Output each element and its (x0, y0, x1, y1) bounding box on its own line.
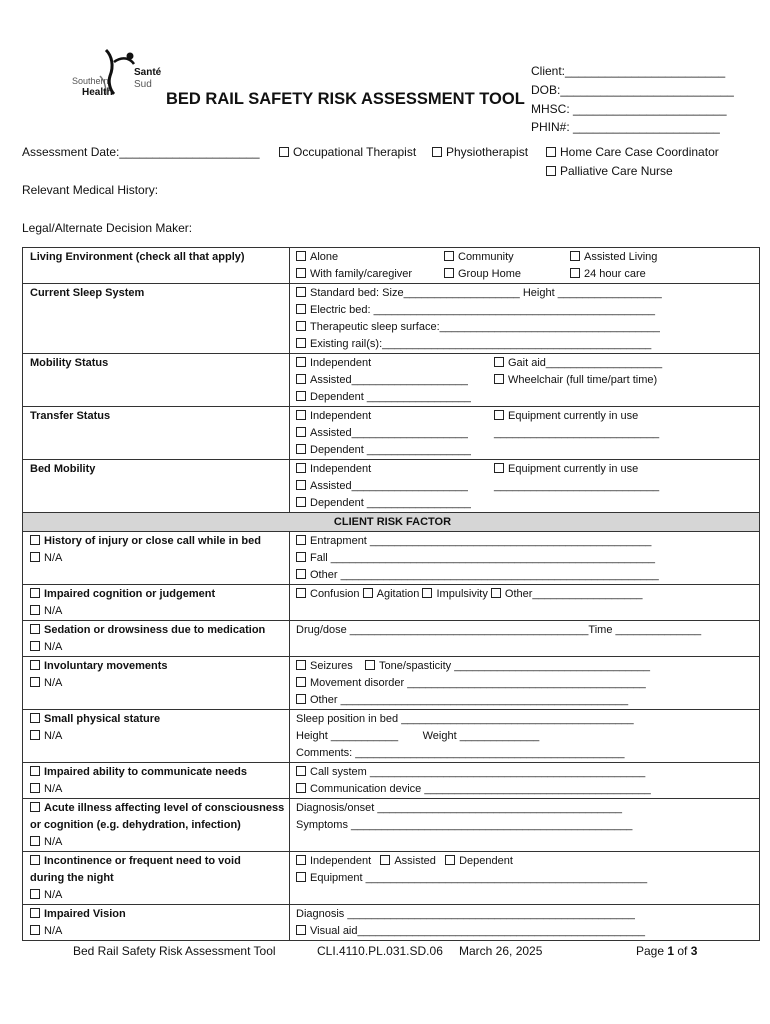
checkbox-icon[interactable] (296, 338, 306, 348)
confusion-checkbox[interactable] (296, 588, 360, 600)
checkbox-icon[interactable] (30, 730, 40, 740)
checkbox-icon[interactable] (30, 535, 40, 545)
entrapment-field[interactable] (296, 533, 755, 550)
checkbox-icon[interactable] (296, 535, 306, 545)
logo-text-health: Health (82, 87, 113, 98)
checkbox-icon[interactable] (296, 694, 306, 704)
transfer-dependent-checkbox[interactable] (296, 442, 471, 459)
checkbox-icon[interactable] (296, 783, 306, 793)
checkbox-icon[interactable] (296, 287, 306, 297)
client-risk-factor-band (23, 513, 760, 532)
checkbox-icon[interactable] (30, 552, 40, 562)
checkbox-icon[interactable] (30, 588, 40, 598)
na-label: N/A (44, 730, 63, 742)
page-total: 3 (690, 944, 698, 958)
checkbox-icon[interactable] (30, 889, 40, 899)
checkbox-icon[interactable] (296, 357, 306, 367)
footer-doc-code: CLI.4110.PL.031.SD.06 (317, 944, 443, 958)
electric-bed-text: Electric bed: ______________________________________________ (310, 304, 655, 316)
checkbox-icon[interactable] (296, 463, 306, 473)
incontinence-equipment-field[interactable] (296, 870, 755, 887)
na-label: N/A (44, 783, 63, 795)
cognition-row (23, 585, 760, 621)
assisted-living-label: Assisted Living (584, 251, 658, 263)
na-label: N/A (44, 925, 63, 937)
checkbox-icon[interactable] (296, 268, 306, 278)
na-label: N/A (44, 552, 63, 564)
transfer-dependent-label: Dependent _________________ (310, 444, 471, 456)
physio-label: Physiotherapist (446, 145, 529, 159)
incontinence-row (23, 852, 760, 905)
checkbox-icon[interactable] (30, 624, 40, 634)
symptoms-field[interactable]: Symptoms ______________________________________________ (296, 819, 633, 831)
checkbox-icon[interactable] (444, 268, 454, 278)
therapeutic-surface-text: Therapeutic sleep surface:____________________________________ (310, 321, 660, 333)
incontinence-assisted-label: Assisted (394, 855, 436, 867)
gait-aid-checkbox[interactable] (494, 355, 662, 372)
incontinence-label-cont: during the night (30, 872, 114, 884)
transfer-label: Transfer Status (23, 407, 290, 460)
living-row (23, 248, 760, 284)
page-of: of (674, 944, 691, 958)
mobility-independent-label: Independent (310, 357, 372, 369)
checkbox-icon[interactable] (296, 855, 306, 865)
community-checkbox[interactable] (444, 249, 514, 266)
bed-dependent-checkbox[interactable] (296, 495, 471, 512)
injury-other-field[interactable] (296, 567, 755, 584)
checkbox-icon[interactable] (296, 480, 306, 490)
involuntary-checkbox[interactable] (30, 658, 285, 675)
group-home-checkbox[interactable] (444, 266, 521, 283)
stature-row (23, 710, 760, 763)
injury-checkbox[interactable] (30, 533, 285, 550)
transfer-assisted-checkbox[interactable] (296, 425, 468, 442)
mobility-dependent-checkbox[interactable] (296, 389, 471, 406)
incontinence-independent-label: Independent (310, 855, 372, 867)
bed-independent-label: Independent (310, 463, 372, 475)
communication-device-text: Communication device _____________________________________ (310, 783, 651, 795)
page-prefix: Page (636, 944, 668, 958)
cognition-na-checkbox[interactable] (30, 603, 285, 620)
vision-row (23, 905, 760, 941)
with-family-checkbox[interactable] (296, 266, 412, 283)
footer-tool-name: Bed Rail Safety Risk Assessment Tool (73, 944, 276, 958)
logo-text-southern: Southern (72, 76, 109, 86)
cognition-other-label: Other__________________ (504, 588, 643, 600)
mobility-assisted-label: Assisted___________________ (310, 374, 468, 386)
movement-disorder-field[interactable] (296, 675, 755, 692)
incontinence-checkbox[interactable] (30, 853, 285, 870)
standard-bed-field[interactable] (296, 285, 755, 302)
phin-field[interactable]: PHIN#: ______________________ (531, 120, 720, 134)
logo (70, 46, 170, 96)
mobility-label: Mobility Status (23, 354, 290, 407)
vision-diagnosis-field[interactable]: Diagnosis _______________________________________________ (296, 908, 635, 920)
confusion-label: Confusion (310, 588, 360, 600)
logo-text-sante: Santé (134, 67, 162, 78)
physio-checkbox[interactable] (432, 145, 528, 159)
checkbox-icon[interactable] (296, 497, 306, 507)
client-risk-factor-heading: CLIENT RISK FACTOR (23, 513, 760, 532)
na-label: N/A (44, 889, 63, 901)
checkbox-icon[interactable] (296, 872, 306, 882)
checkbox-icon[interactable] (422, 588, 432, 598)
bed-equipment-checkbox[interactable] (494, 461, 638, 478)
transfer-equipment-label: Equipment currently in use (508, 410, 639, 422)
fall-text: Fall _____________________________________________________ (310, 552, 656, 564)
checkbox-icon[interactable] (380, 855, 390, 865)
vision-checkbox[interactable] (30, 906, 285, 923)
checkbox-icon[interactable] (30, 802, 40, 812)
communicate-label: Impaired ability to communicate needs (44, 766, 247, 778)
checkbox-icon[interactable] (296, 677, 306, 687)
checkbox-icon[interactable] (30, 783, 40, 793)
vision-na-checkbox[interactable] (30, 923, 285, 940)
sleep-row (23, 284, 760, 354)
pcn-checkbox[interactable] (546, 164, 673, 178)
injury-label: History of injury or close call while in bed (44, 535, 261, 547)
transfer-assisted-label: Assisted___________________ (310, 427, 468, 439)
cognition-checkbox[interactable] (30, 586, 285, 603)
living-label: Living Environment (check all that apply) (23, 248, 290, 284)
involuntary-other-text: Other _______________________________________________ (310, 694, 629, 706)
tone-label: Tone/spasticity ________________________________ (379, 660, 650, 672)
checkbox-icon[interactable] (30, 660, 40, 670)
acute-checkbox[interactable] (30, 800, 285, 817)
transfer-independent-checkbox[interactable] (296, 408, 371, 425)
mobility-dependent-label: Dependent _________________ (310, 391, 471, 403)
impulsivity-checkbox[interactable] (422, 588, 487, 600)
therapeutic-surface-field[interactable] (296, 319, 755, 336)
involuntary-row (23, 657, 760, 710)
call-system-field[interactable] (296, 764, 755, 781)
movement-disorder-text: Movement disorder _______________________________________ (310, 677, 646, 689)
checkbox-icon[interactable] (30, 605, 40, 615)
seizures-label: Seizures (310, 660, 353, 672)
page-current: 1 (667, 944, 675, 958)
24-hour-care-label: 24 hour care (584, 268, 646, 280)
24-hour-care-checkbox[interactable] (570, 266, 646, 283)
checkbox-icon[interactable] (30, 836, 40, 846)
seizures-checkbox[interactable] (296, 660, 353, 672)
sedation-checkbox[interactable] (30, 622, 285, 639)
checkbox-icon[interactable] (546, 166, 556, 176)
with-family-label: With family/caregiver (310, 268, 413, 280)
bed-assisted-checkbox[interactable] (296, 478, 468, 495)
hccc-label: Home Care Case Coordinator (560, 145, 719, 159)
checkbox-icon[interactable] (30, 925, 40, 935)
ot-checkbox[interactable] (279, 145, 416, 159)
checkbox-icon[interactable] (296, 427, 306, 437)
communicate-row (23, 763, 760, 799)
cognition-label: Impaired cognition or judgement (44, 588, 216, 600)
checkbox-icon[interactable] (296, 766, 306, 776)
sedation-label: Sedation or drowsiness due to medication (44, 624, 266, 636)
vision-label: Impaired Vision (44, 908, 126, 920)
checkbox-icon[interactable] (30, 641, 40, 651)
tone-checkbox[interactable] (365, 660, 650, 672)
wheelchair-label: Wheelchair (full time/part time) (508, 374, 658, 386)
transfer-row (23, 407, 760, 460)
checkbox-icon[interactable] (296, 552, 306, 562)
checkbox-icon[interactable] (494, 410, 504, 420)
stature-checkbox[interactable] (30, 711, 285, 728)
checkbox-icon[interactable] (296, 569, 306, 579)
bed-mobility-row (23, 460, 760, 513)
checkbox-icon[interactable] (296, 374, 306, 384)
alone-checkbox[interactable] (296, 249, 338, 266)
na-label: N/A (44, 641, 63, 653)
fall-field[interactable] (296, 550, 755, 567)
checkbox-icon[interactable] (296, 251, 306, 261)
logo-text-sud: Sud (134, 79, 152, 90)
standard-bed-text: Standard bed: Size___________________ Height _________________ (310, 287, 662, 299)
incontinence-dependent-label: Dependent (459, 855, 513, 867)
community-label: Community (458, 251, 514, 263)
assisted-living-checkbox[interactable] (570, 249, 657, 266)
existing-rails-field[interactable] (296, 336, 755, 353)
transfer-equipment-checkbox[interactable] (494, 408, 638, 425)
cognition-other-checkbox[interactable] (491, 588, 643, 600)
checkbox-icon[interactable] (365, 660, 375, 670)
communicate-checkbox[interactable] (30, 764, 285, 781)
visual-aid-field[interactable] (296, 923, 755, 940)
injury-na-checkbox[interactable] (30, 550, 285, 567)
wheelchair-checkbox[interactable] (494, 372, 657, 389)
checkbox-icon[interactable] (296, 304, 306, 314)
group-home-label: Group Home (458, 268, 521, 280)
dob-field[interactable]: DOB:__________________________ (531, 83, 734, 97)
checkbox-icon[interactable] (296, 391, 306, 401)
checkbox-icon[interactable] (296, 588, 306, 598)
acute-na-checkbox[interactable] (30, 834, 285, 851)
sleep-position-field[interactable]: Sleep position in bed ______________________________________ (296, 713, 634, 725)
checkbox-icon[interactable] (279, 147, 289, 157)
mobility-row (23, 354, 760, 407)
existing-rails-text: Existing rail(s):____________________________________________ (310, 338, 652, 350)
height-weight-field[interactable]: Height ___________ Weight _____________ (296, 730, 540, 742)
bed-assisted-label: Assisted___________________ (310, 480, 468, 492)
entrapment-text: Entrapment ______________________________________________ (310, 535, 652, 547)
agitation-label: Agitation (376, 588, 420, 600)
gait-aid-label: Gait aid___________________ (508, 357, 663, 369)
acute-label-cont: or cognition (e.g. dehydration, infection) (30, 819, 241, 831)
footer-date: March 26, 2025 (459, 944, 543, 958)
communication-device-field[interactable] (296, 781, 755, 798)
na-label: N/A (44, 677, 63, 689)
transfer-equipment-field[interactable]: ___________________________ (494, 427, 660, 439)
injury-other-text: Other ____________________________________________________ (310, 569, 659, 581)
checkbox-icon[interactable] (296, 321, 306, 331)
stature-na-checkbox[interactable] (30, 728, 285, 745)
checkbox-icon[interactable] (444, 251, 454, 261)
pcn-label: Palliative Care Nurse (560, 164, 673, 178)
drug-dose-field[interactable]: Drug/dose _______________________________________Time ______________ (296, 624, 702, 636)
injury-row (23, 532, 760, 585)
page-title: BED RAIL SAFETY RISK ASSESSMENT TOOL (166, 90, 525, 108)
checkbox-icon[interactable] (445, 855, 455, 865)
call-system-text: Call system _____________________________________________ (310, 766, 646, 778)
mobility-assisted-checkbox[interactable] (296, 372, 468, 389)
incontinence-independent-checkbox[interactable] (296, 855, 371, 867)
legal-maker-label: Legal/Alternate Decision Maker: (22, 221, 193, 235)
acute-row (23, 799, 760, 852)
mhsc-field[interactable]: MHSC: _______________________ (531, 102, 727, 116)
checkbox-icon[interactable] (296, 925, 306, 935)
alone-label: Alone (310, 251, 339, 263)
bed-dependent-label: Dependent _________________ (310, 497, 471, 509)
impulsivity-label: Impulsivity (436, 588, 488, 600)
hccc-checkbox[interactable] (546, 145, 719, 159)
incontinence-dependent-checkbox[interactable] (445, 855, 513, 867)
transfer-independent-label: Independent (310, 410, 372, 422)
na-label: N/A (44, 836, 63, 848)
checkbox-icon[interactable] (570, 251, 580, 261)
checkbox-icon[interactable] (30, 713, 40, 723)
stature-label: Small physical stature (44, 713, 161, 725)
checkbox-icon[interactable] (30, 908, 40, 918)
involuntary-other-field[interactable] (296, 692, 755, 709)
checkbox-icon[interactable] (570, 268, 580, 278)
checkbox-icon[interactable] (30, 855, 40, 865)
checkbox-icon[interactable] (494, 463, 504, 473)
checkbox-icon[interactable] (494, 374, 504, 384)
involuntary-label: Involuntary movements (44, 660, 168, 672)
checkbox-icon[interactable] (546, 147, 556, 157)
diagnosis-onset-field[interactable]: Diagnosis/onset ________________________________________ (296, 802, 623, 814)
incontinence-na-checkbox[interactable] (30, 887, 285, 904)
assessment-table (22, 247, 760, 941)
checkbox-icon[interactable] (296, 660, 306, 670)
checkbox-icon[interactable] (491, 588, 501, 598)
involuntary-na-checkbox[interactable] (30, 675, 285, 692)
sleep-label: Current Sleep System (23, 284, 290, 354)
bed-mobility-label: Bed Mobility (23, 460, 290, 513)
mobility-independent-checkbox[interactable] (296, 355, 371, 372)
ot-label: Occupational Therapist (293, 145, 417, 159)
comments-field[interactable]: Comments: ____________________________________________ (296, 747, 625, 759)
na-label: N/A (44, 605, 63, 617)
incontinence-equipment-text: Equipment ______________________________________________ (310, 872, 648, 884)
assessment-date-field[interactable]: Assessment Date:_____________________ (22, 145, 260, 159)
acute-label: Acute illness affecting level of consciousness (44, 802, 285, 814)
sedation-na-checkbox[interactable] (30, 639, 285, 656)
checkbox-icon[interactable] (296, 410, 306, 420)
checkbox-icon[interactable] (363, 588, 373, 598)
checkbox-icon[interactable] (30, 766, 40, 776)
checkbox-icon[interactable] (494, 357, 504, 367)
communicate-na-checkbox[interactable] (30, 781, 285, 798)
sedation-row (23, 621, 760, 657)
electric-bed-field[interactable] (296, 302, 755, 319)
bed-equipment-label: Equipment currently in use (508, 463, 639, 475)
checkbox-icon[interactable] (296, 444, 306, 454)
incontinence-assisted-checkbox[interactable] (380, 855, 436, 867)
bed-equipment-field[interactable]: ___________________________ (494, 480, 660, 492)
bed-independent-checkbox[interactable] (296, 461, 371, 478)
agitation-checkbox[interactable] (363, 588, 420, 600)
incontinence-label: Incontinence or frequent need to void (44, 855, 241, 867)
visual-aid-text: Visual aid_______________________________________________ (310, 925, 646, 937)
footer-page-number (636, 944, 697, 958)
relevant-history-label: Relevant Medical History: (22, 183, 159, 197)
client-field[interactable]: Client:________________________ (531, 64, 726, 78)
checkbox-icon[interactable] (30, 677, 40, 687)
checkbox-icon[interactable] (432, 147, 442, 157)
